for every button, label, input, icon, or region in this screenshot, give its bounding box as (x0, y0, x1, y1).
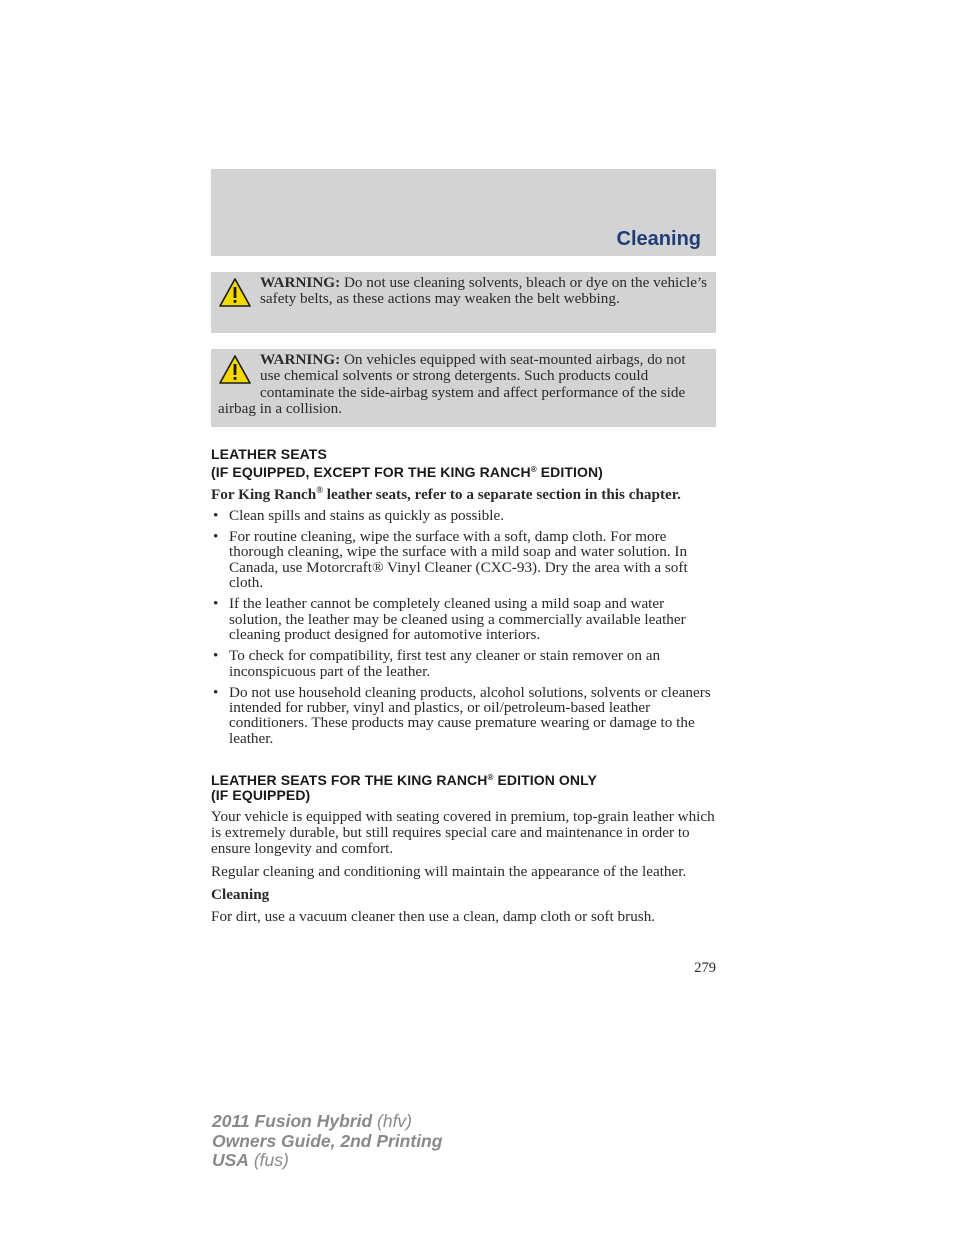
subheading-cleaning: Cleaning (211, 885, 270, 903)
king-ranch-note: For King Ranch® leather seats, refer to a separate section in this chapter. (211, 485, 681, 504)
section-body-leather-seats (211, 483, 716, 752)
warning-triangle-icon (218, 353, 252, 387)
heading-line: (IF EQUIPPED) (211, 787, 311, 803)
list-item: • To check for compatibility, first test any cleaner or stain remover on an inconspicuous part of the leather. (213, 647, 661, 680)
warning-box-seat-airbags (211, 349, 716, 427)
footer-line: USA (fus) (212, 1150, 289, 1170)
list-item: • Do not use household cleaning products, alcohol solutions, solvents or cleaners intended for rubber, vinyl and plastics, or oil/petroleum-based leather conditioners. These products may cause premature wearing or damage to the leather. (213, 683, 711, 747)
page-number: 279 (694, 960, 716, 976)
warning-label: WARNING: (260, 351, 341, 368)
footer-line: Owners Guide, 2nd Printing (212, 1130, 443, 1151)
warning-text: Do not use cleaning solvents, bleach or dye on the vehicle’s safety belts, as these actions may weaken the belt webbing. (260, 274, 708, 308)
list-item: • If the leather cannot be completely cleaned using a mild soap and water solution, the leather may be cleaned using a commercially available leather cleaning product designed for automotive interiors. (213, 595, 686, 644)
list-item: • For routine cleaning, wipe the surface with a soft, damp cloth. For more thorough cleaning, wipe the surface with a mild soap and water solution. In Canada, use Motorcraft® Vinyl Cleaner (CXC-93). Dry the area with a soft cloth. (213, 528, 688, 592)
warning-triangle-icon (218, 276, 252, 310)
paragraph: For dirt, use a vacuum cleaner then use a clean, damp cloth or soft brush. (211, 907, 656, 925)
footer-line: 2011 Fusion Hybrid (hfv) (212, 1111, 413, 1131)
cleaning-tips-list (211, 508, 716, 746)
paragraph: Regular cleaning and conditioning will maintain the appearance of the leather. (211, 863, 687, 881)
heading-line: (IF EQUIPPED, EXCEPT FOR THE KING RANCH® EDITION) (211, 464, 603, 480)
list-item: • Clean spills and stains as quickly as possible. (213, 507, 505, 525)
section-heading-king-ranch (211, 770, 716, 803)
warning-text: On vehicles equipped with seat-mounted airbags, do not use chemical solvents or strong detergents. Such products could contaminate the side-airbag system and affect performance of the side airbag in a collision. (218, 351, 686, 418)
warning-label: WARNING: (260, 274, 341, 291)
header-band (211, 169, 716, 256)
page-title: Cleaning (616, 228, 701, 250)
heading-line: LEATHER SEATS (211, 446, 327, 462)
section-heading-leather-seats (211, 447, 716, 480)
section-body-king-ranch (211, 809, 716, 931)
document-footer (212, 1112, 442, 1171)
warning-box-safety-belts (211, 272, 716, 333)
heading-line: LEATHER SEATS FOR THE KING RANCH® EDITION ONLY (211, 772, 597, 788)
paragraph: Your vehicle is equipped with seating covered in premium, top-grain leather which is extremely durable, but still requires special care and maintenance in order to ensure longevity and comfort. (211, 808, 715, 858)
